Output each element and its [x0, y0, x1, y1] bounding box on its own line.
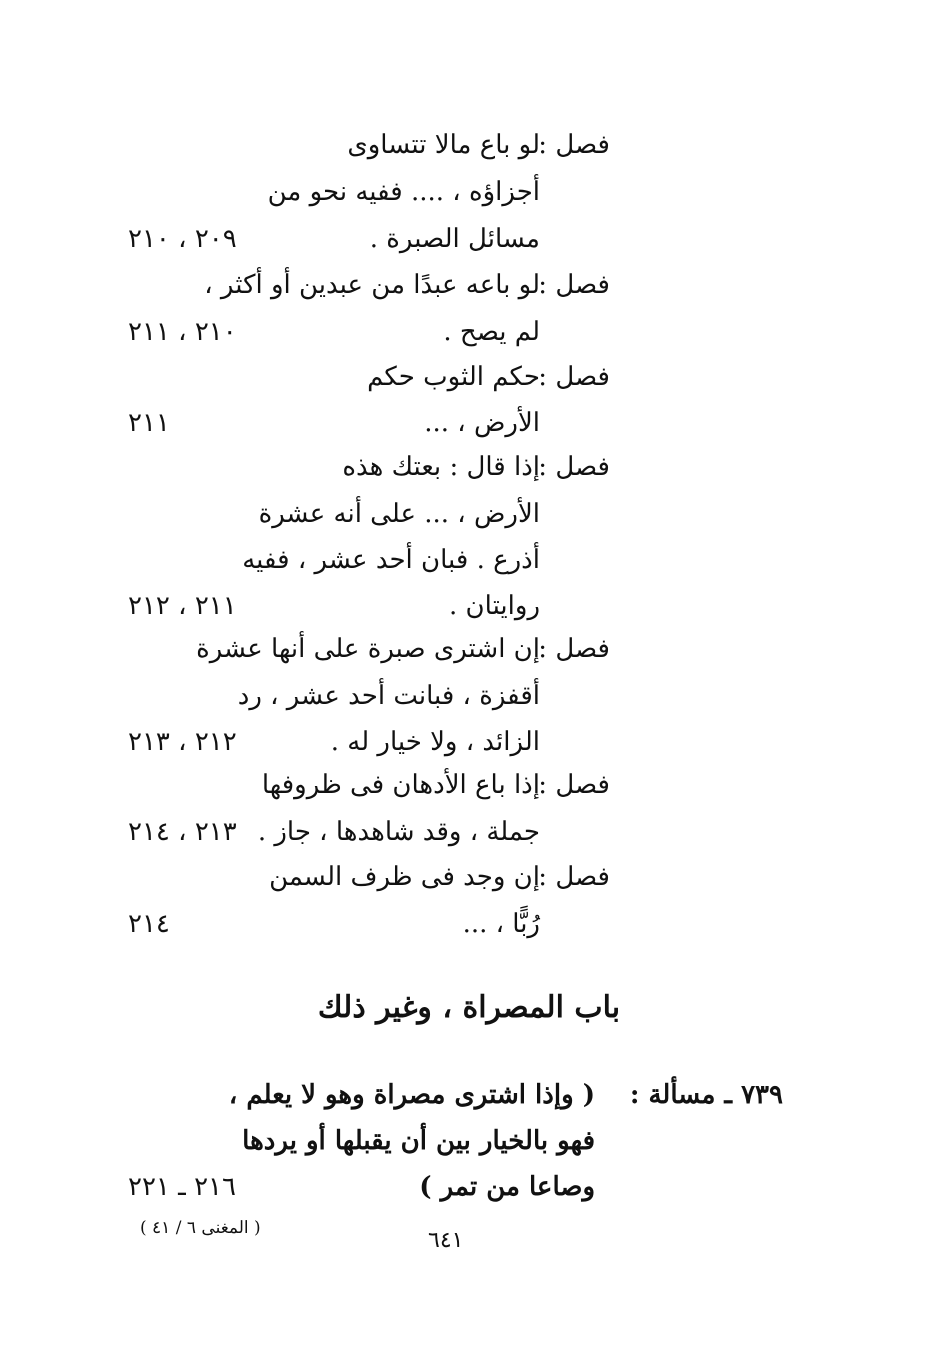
page-refs: ٢٠٩ ، ٢١٠: [128, 224, 237, 254]
entry-line: الأرض ، ... على أنه عشرة: [258, 499, 540, 529]
entry-line: روايتان .: [449, 591, 540, 621]
chapter-heading: باب المصراة ، وغير ذلك: [317, 990, 621, 1025]
fasl-label: فصل :: [538, 452, 610, 482]
question-label: ٧٣٩ ـ مسألة :: [629, 1080, 783, 1110]
fasl-label: فصل :: [538, 362, 610, 392]
entry-line: إن اشترى صبرة على أنها عشرة: [196, 634, 540, 664]
page-refs: ٢١٠ ، ٢١١: [128, 317, 237, 347]
page-refs: ٢١١ ، ٢١٢: [128, 591, 237, 621]
entry-line: لو باع مالا تتساوى: [347, 130, 540, 160]
question-line: وصاعا من تمر ): [419, 1172, 595, 1202]
entry-line: إذا قال : بعتك هذه: [342, 452, 540, 482]
entry-line: إن وجد فى ظرف السمن: [269, 862, 540, 892]
page-refs: ٢١٤: [128, 909, 170, 939]
fasl-label: فصل :: [538, 770, 610, 800]
entry-line: مسائل الصبرة .: [369, 224, 540, 254]
entry-line: الزائد ، ولا خيار له .: [330, 727, 540, 757]
fasl-label: فصل :: [538, 634, 610, 664]
entry-line: أجزاؤه ، .... ففيه نحو من: [267, 177, 540, 207]
page-refs: ٢١١: [128, 408, 170, 438]
entry-line: الأرض ، ...: [424, 408, 540, 438]
page-refs: ٢١٦ ـ ٢٢١: [128, 1172, 236, 1202]
page-refs: ٢١٢ ، ٢١٣: [128, 727, 237, 757]
entry-line: أقفزة ، فبانت أحد عشر ، رد: [237, 681, 540, 711]
page-number: ٦٤١: [428, 1228, 464, 1253]
fasl-label: فصل :: [538, 862, 610, 892]
entry-line: أذرع . فبان أحد عشر ، ففيه: [242, 545, 540, 575]
fasl-label: فصل :: [538, 270, 610, 300]
entry-line: لم يصح .: [443, 317, 540, 347]
entry-line: إذا باع الأدهان فى ظروفها: [261, 770, 540, 800]
footer-reference: ( المغنى ٦ / ٤١ ): [140, 1218, 261, 1238]
question-line: ( وإذا اشترى مصراة وهو لا يعلم ،: [228, 1080, 595, 1110]
question-line: فهو بالخيار بين أن يقبلها أو يردها: [242, 1126, 595, 1156]
entry-line: جملة ، وقد شاهدها ، جاز .: [257, 817, 540, 847]
entry-line: لو باعه عبدًا من عبدين أو أكثر ،: [204, 270, 540, 300]
fasl-label: فصل :: [538, 130, 610, 160]
entry-line: رُبًّا ، ...: [462, 909, 540, 939]
page-refs: ٢١٣ ، ٢١٤: [128, 817, 237, 847]
entry-line: حكم الثوب حكم: [367, 362, 540, 392]
